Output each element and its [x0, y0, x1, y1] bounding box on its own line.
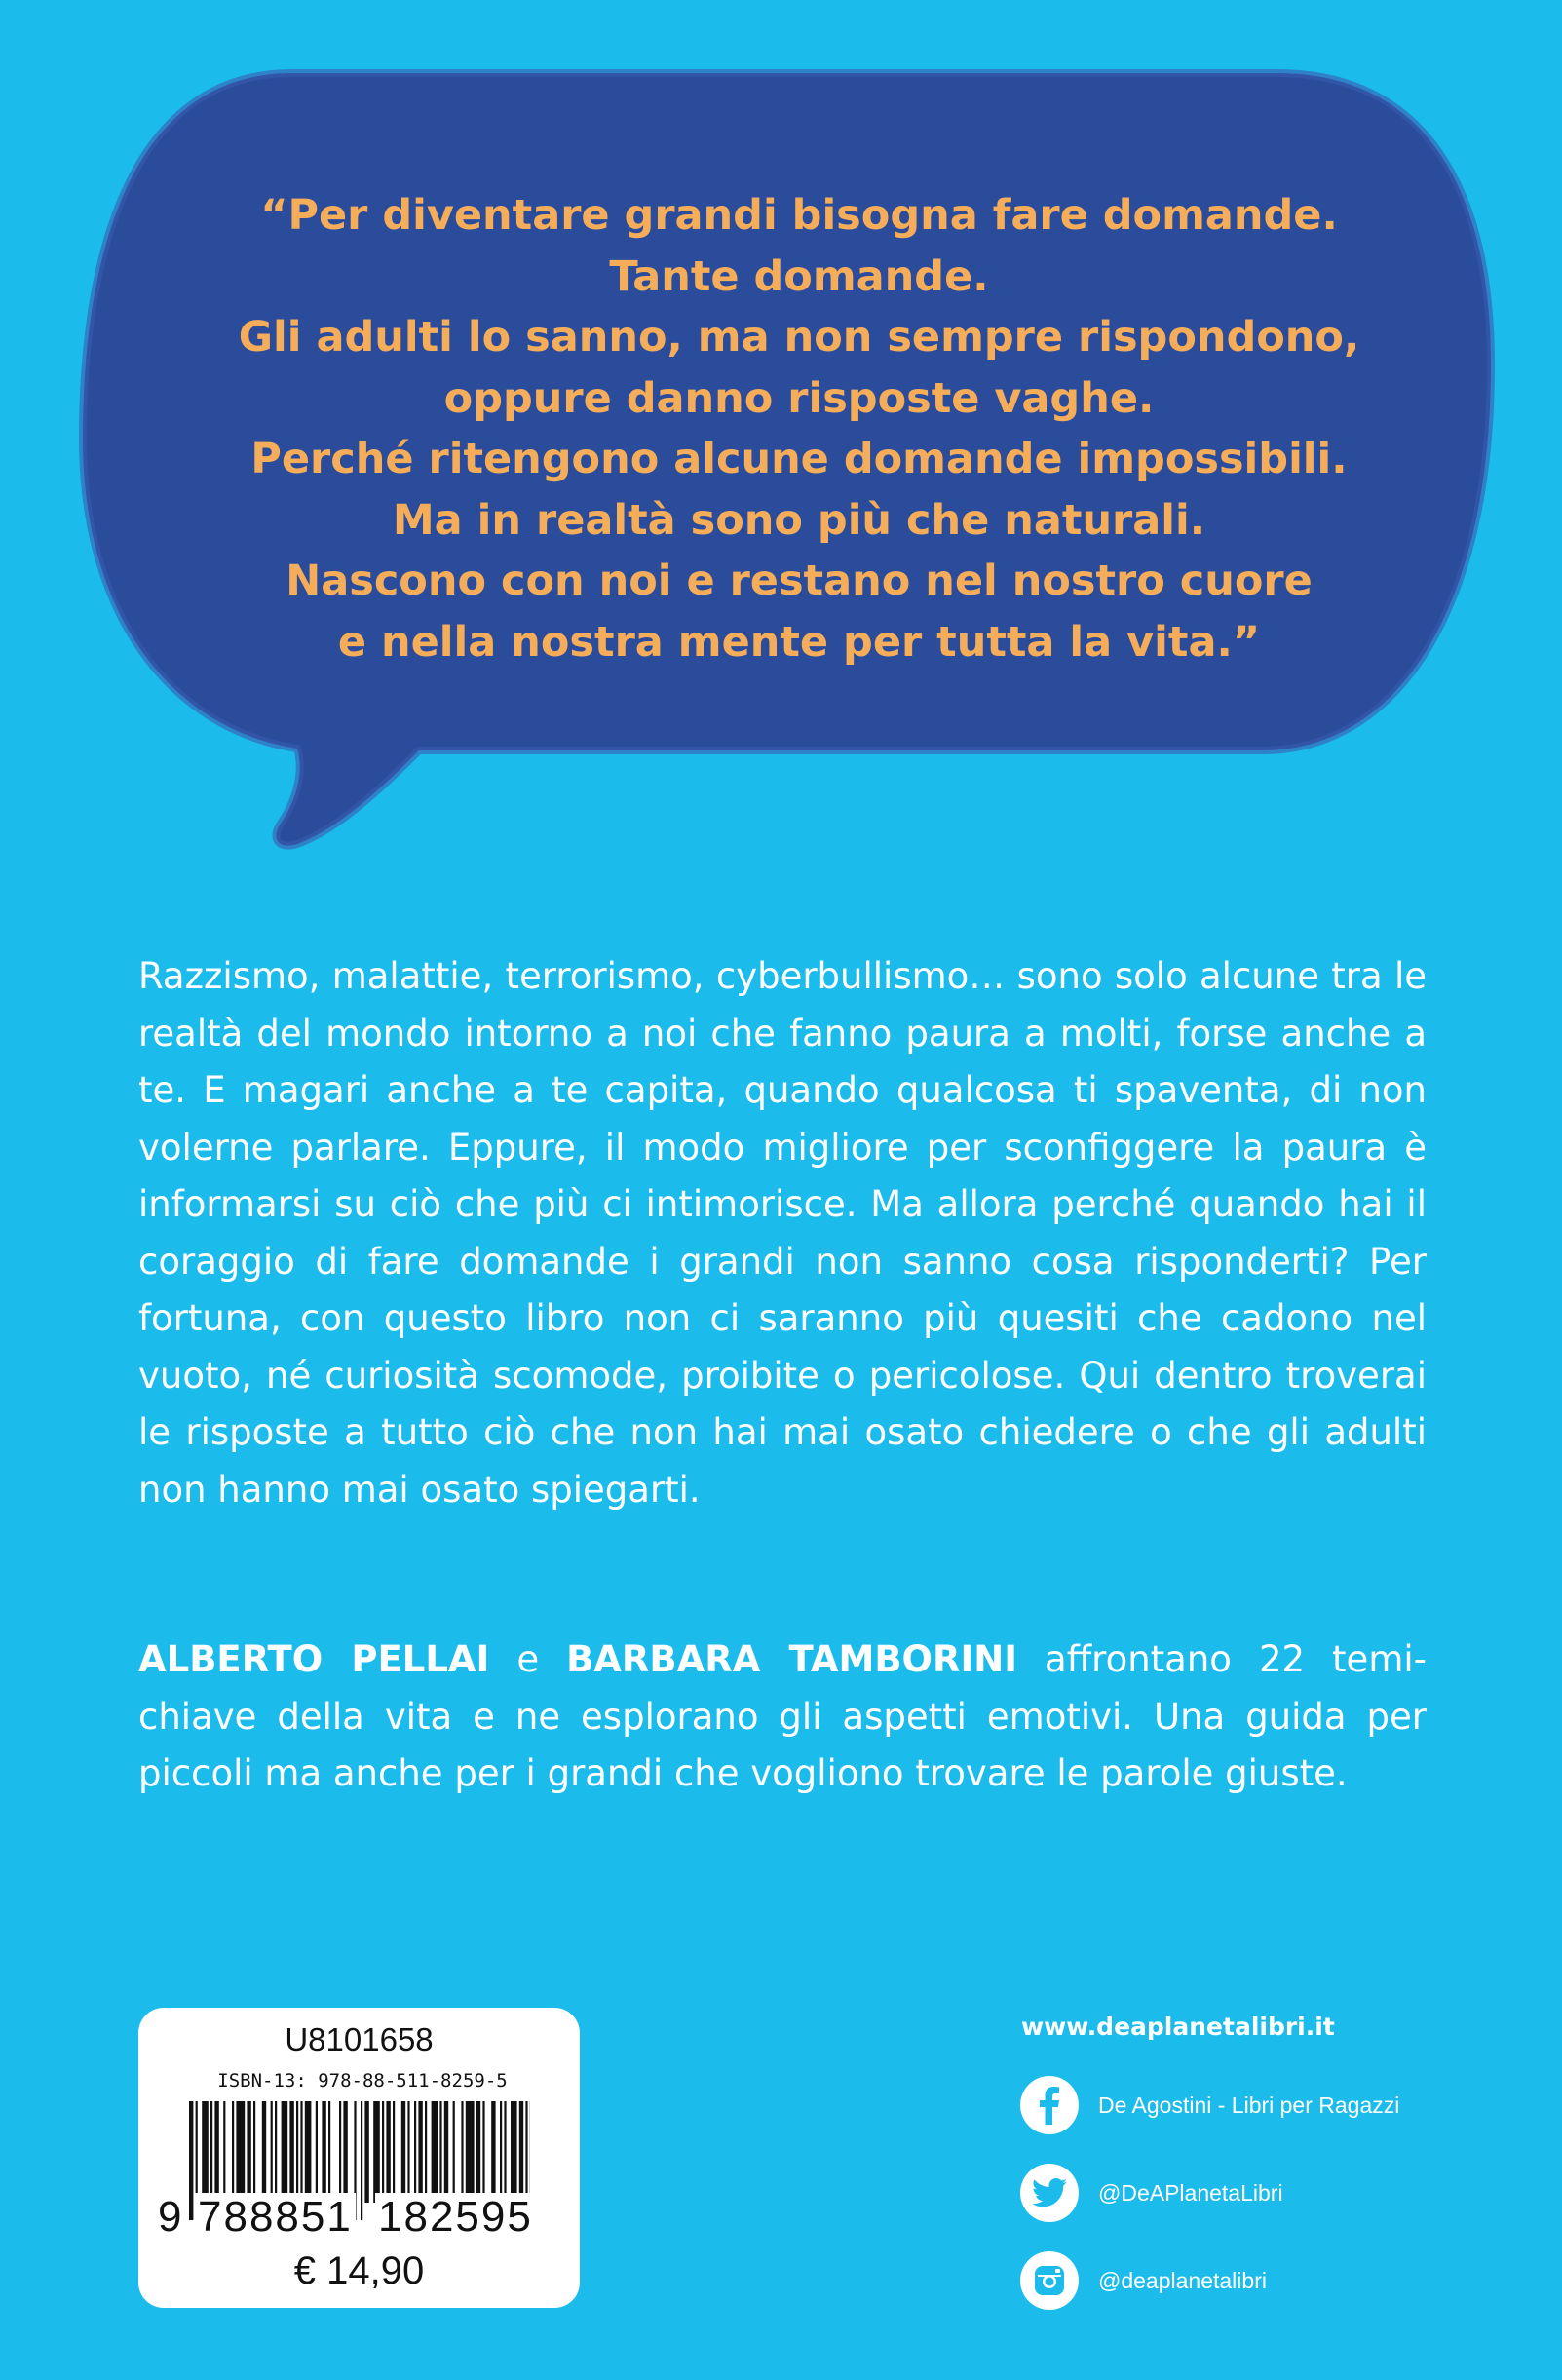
barcode-bar: [339, 2101, 341, 2203]
author-name: BARBARA TAMBORINI: [566, 1638, 1017, 1680]
twitter-label: @DeAPlanetaLibri: [1098, 2179, 1283, 2206]
facebook-link[interactable]: [1020, 2076, 1399, 2134]
authors-paragraph: [138, 1631, 1427, 1803]
instagram-icon: [1020, 2251, 1079, 2310]
barcode-bar: [247, 2101, 250, 2203]
barcode-bar: [476, 2101, 480, 2203]
barcode-bar: [466, 2101, 475, 2203]
barcode-bar: [189, 2101, 193, 2220]
website-link[interactable]: www.deaplanetalibri.it: [1021, 2013, 1335, 2041]
barcode-bar: [343, 2101, 347, 2203]
barcode-bar: [444, 2101, 448, 2203]
instagram-link[interactable]: [1020, 2251, 1267, 2310]
barcode-bar: [328, 2101, 330, 2203]
barcode-bar: [253, 2101, 255, 2203]
barcode-bar: [373, 2101, 380, 2203]
barcode-bar: [232, 2101, 234, 2203]
barcode-bar: [393, 2101, 395, 2203]
barcode-bar: [401, 2101, 405, 2203]
authors-paragraph-text: affrontano 22 temi-chiave della vita e ne esplorano gli aspetti emotivi. Una guida per piccoli ma anche per i grandi che vogliono trovare le parole giuste.: [138, 1638, 1427, 1794]
barcode-bar: [316, 2101, 318, 2203]
barcode-bar: [414, 2101, 416, 2203]
facebook-label: De Agostini - Libri per Ragazzi: [1098, 2092, 1400, 2118]
barcode-bar: [300, 2101, 302, 2203]
barcode-bar: [364, 2101, 368, 2203]
barcode-bar: [511, 2101, 517, 2203]
quote-line: oppure danno risposte vaghe.: [443, 373, 1155, 423]
quote-line: Perché ritengono alcune domande impossibili.: [250, 435, 1348, 483]
barcode-bar: [386, 2101, 390, 2203]
ean-group: 182595: [375, 2193, 536, 2242]
barcode-bar: [504, 2101, 506, 2203]
barcode-bar: [322, 2101, 325, 2203]
barcode-bar: [432, 2101, 438, 2203]
barcode-bar: [223, 2101, 225, 2203]
barcode-bar: [271, 2101, 273, 2203]
barcode-bar: [296, 2101, 298, 2203]
isbn-label: ISBN-13: 978-88-511-8259-5: [217, 2070, 508, 2092]
barcode-bar: [439, 2101, 441, 2203]
quote-line: Ma in realtà sono più che naturali.: [392, 495, 1206, 545]
twitter-link[interactable]: [1020, 2164, 1283, 2222]
conjunction: e: [489, 1638, 567, 1680]
barcode-bar: [407, 2101, 409, 2203]
barcode-bar: [289, 2101, 293, 2203]
barcode-bar: [482, 2101, 484, 2203]
barcode-bar: [418, 2101, 422, 2203]
facebook-icon: [1020, 2076, 1079, 2134]
barcode-bar: [382, 2101, 384, 2203]
twitter-icon: [1020, 2164, 1079, 2222]
quote-line: “Per diventare grandi bisogna fare domande.: [260, 191, 1338, 240]
quote-line: Tante domande.: [609, 251, 989, 301]
product-code: U8101658: [285, 2021, 434, 2057]
barcode-bar: [453, 2101, 455, 2203]
quote-line: Nascono con noi e restano nel nostro cuore: [286, 557, 1313, 605]
barcode-bar: [210, 2101, 212, 2203]
barcode-bar: [262, 2101, 266, 2203]
barcode-bar: [305, 2101, 312, 2203]
barcode-bar: [214, 2101, 218, 2203]
price: € 14,90: [293, 2249, 425, 2292]
quote-block: [146, 185, 1452, 672]
barcode-bar: [461, 2101, 463, 2203]
ean-group: 788851: [195, 2193, 356, 2242]
barcode-card: [138, 2008, 580, 2308]
barcode-bar: [361, 2101, 362, 2220]
author-name: ALBERTO PELLAI: [138, 1638, 490, 1680]
barcode-bar: [491, 2101, 495, 2203]
quote-line: e nella nostra mente per tutta la vita.”: [337, 617, 1261, 667]
barcode-bar: [500, 2101, 502, 2203]
barcode-bar: [236, 2101, 245, 2203]
barcode-bar: [275, 2101, 277, 2203]
barcode-bar: [519, 2101, 523, 2203]
description-paragraph: Razzismo, malattie, terrorismo, cyberbullismo… sono solo alcune tra le realtà del mondo intorno a noi che fanno paura a molti, forse anche a te. E magari anche a te capita, quando qualcosa ti spaventa, di non volerne parlare. Eppure, il modo migliore per sconfiggere la paura è informarsi su ciò che più ci intimorisce. Ma allora perché quando hai il coraggio di fare domande i grandi non sanno cosa risponderti? Per fortuna, con questo libro non ci saranno più quesiti che cadono nel vuoto, né curiosità scomode, proibite o pericolose. Qui dentro troverai le risposte a tutto ciò che non hai mai osato chiedere o che gli adulti non hanno mai osato spiegarti.: [138, 955, 1427, 1511]
quote-line: Gli adulti lo sanno, ma non sempre rispondono,: [238, 313, 1360, 362]
barcode-bar: [425, 2101, 427, 2203]
ean-first-digit: 9: [158, 2193, 187, 2242]
barcode-bar: [282, 2101, 288, 2203]
instagram-label: @deaplanetalibri: [1098, 2267, 1267, 2293]
barcode-bar: [202, 2101, 209, 2203]
